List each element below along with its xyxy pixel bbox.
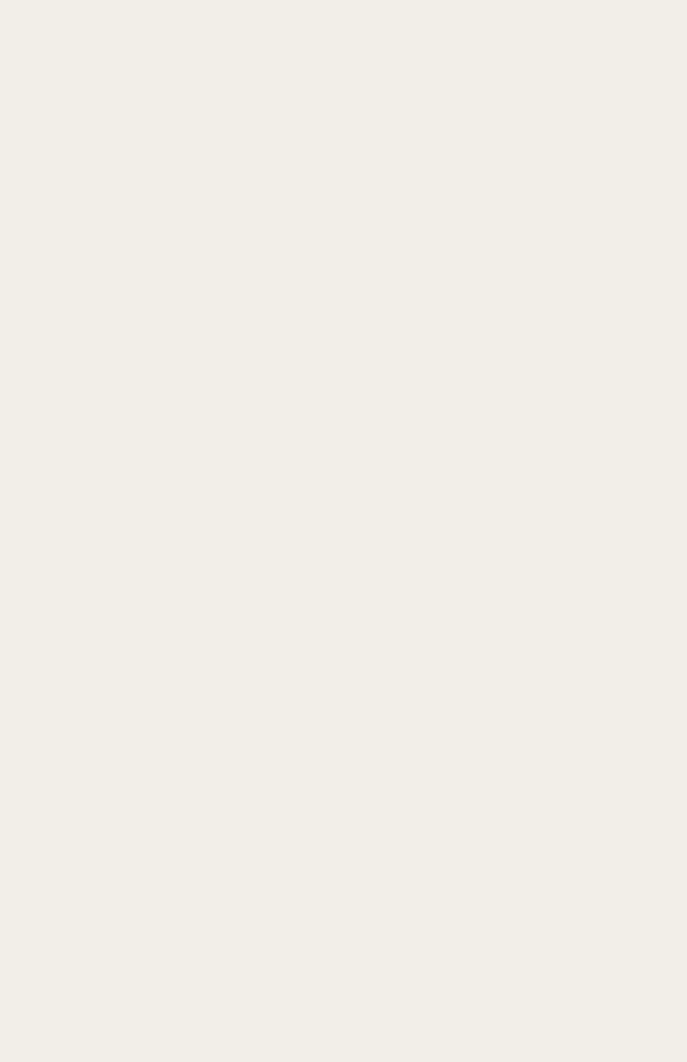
page-header xyxy=(157,87,487,111)
